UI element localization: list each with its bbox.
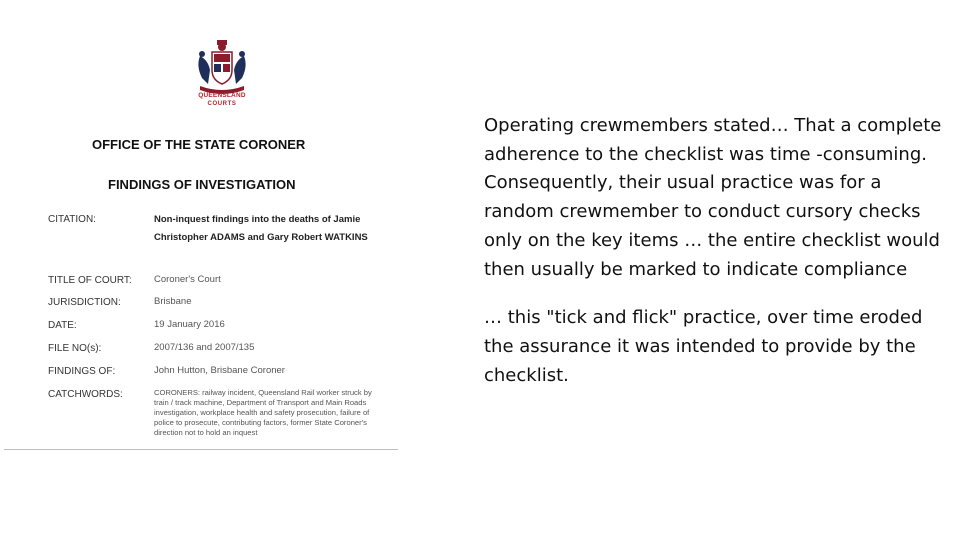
date-label: DATE: bbox=[48, 320, 77, 331]
citation-label: CITATION: bbox=[48, 214, 96, 225]
logo-text-queensland: QUEENSLAND bbox=[198, 92, 246, 99]
title-of-court-value: Coroner's Court bbox=[154, 274, 221, 285]
queensland-coat-of-arms-icon bbox=[192, 40, 252, 95]
findings-of-label: FINDINGS OF: bbox=[48, 366, 116, 377]
logo-text-courts: COURTS bbox=[207, 101, 237, 107]
quote-paragraph-2: … this "tick and flick" practice, over time eroded the assurance it was intended to provide by the checklist. bbox=[484, 307, 923, 386]
findings-document-image bbox=[0, 0, 410, 460]
file-nos-value: 2007/136 and 2007/135 bbox=[154, 342, 255, 353]
jurisdiction-value: Brisbane bbox=[154, 296, 192, 307]
catchwords-label: CATCHWORDS: bbox=[48, 389, 123, 400]
catchwords-value: CORONERS: railway incident, Queensland Rail worker struck by train / track machine, Department of Transport and Main Roads investigation, workplace health and safety prosecution, failure of police to prosecute, contributing factors, former State Coroner's direction not to hold an inquest bbox=[154, 388, 372, 437]
title-of-court-label: TITLE OF COURT: bbox=[48, 275, 132, 286]
quote-text-block bbox=[484, 112, 944, 410]
jurisdiction-label: JURISDICTION: bbox=[48, 297, 121, 308]
document-bottom-rule bbox=[4, 449, 398, 450]
citation-value: Non-inquest findings into the deaths of Jamie Christopher ADAMS and Gary Robert WATKINS bbox=[154, 214, 368, 243]
date-value: 19 January 2016 bbox=[154, 319, 225, 330]
findings-of-value: John Hutton, Brisbane Coroner bbox=[154, 365, 285, 376]
office-title: OFFICE OF THE STATE CORONER bbox=[92, 137, 306, 152]
file-nos-label: FILE NO(s): bbox=[48, 343, 102, 354]
quote-paragraph-1: Operating crewmembers stated… That a complete adherence to the checklist was time -consuming. Consequently, their usual practice was for a random crewmember to conduct cursory checks only on the key items … the entire checklist would then usually be marked to indicate compliance bbox=[484, 115, 942, 280]
findings-title: FINDINGS OF INVESTIGATION bbox=[108, 177, 296, 192]
